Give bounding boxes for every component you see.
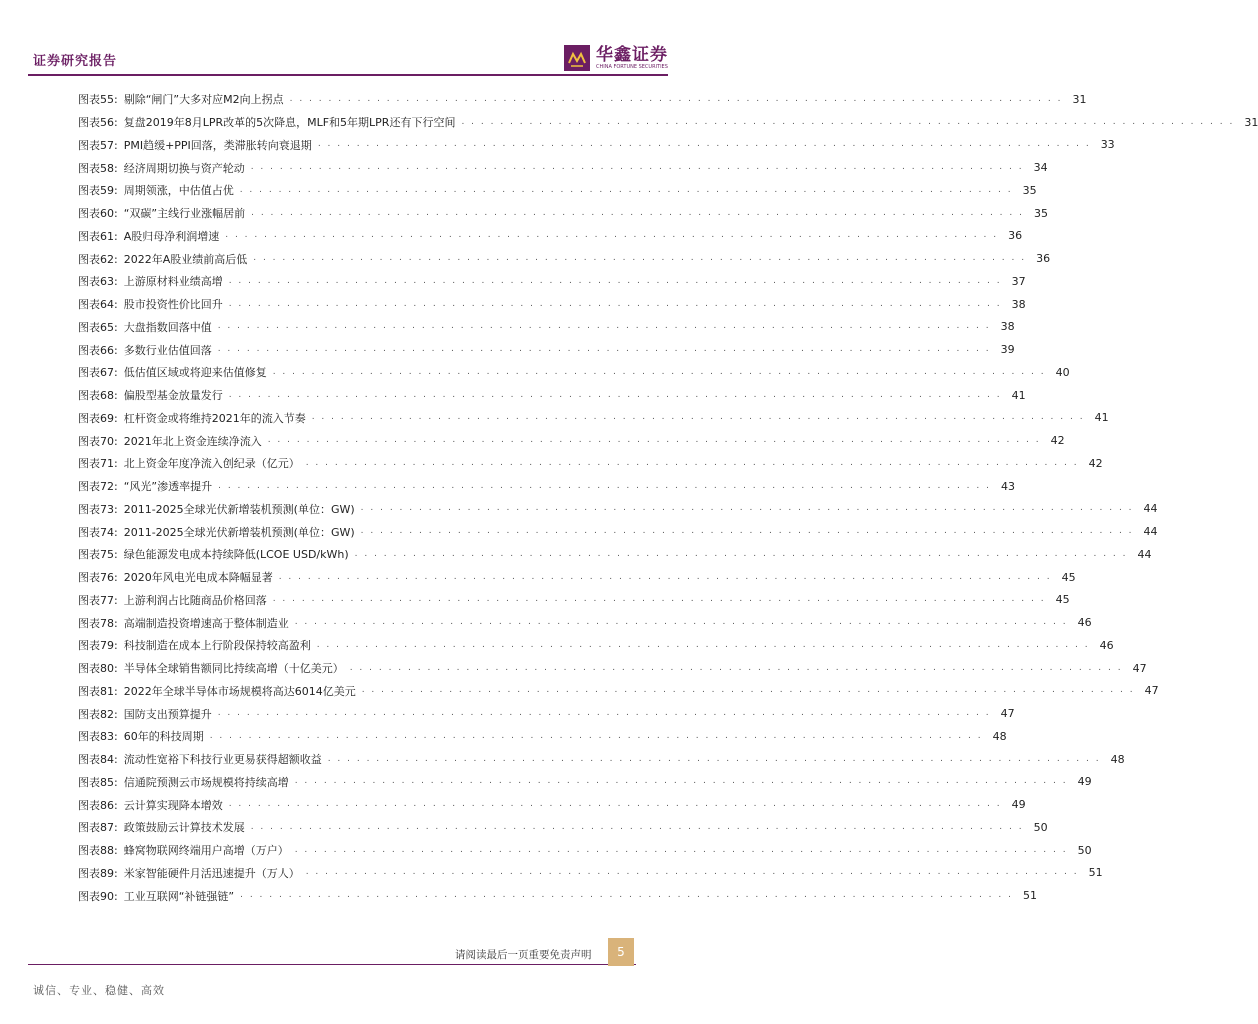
toc-row[interactable] (78, 589, 1070, 612)
toc-dot-leader: . . . . . . . . . . . . . . . . . . . . . . . . . . . . . . . . . . . . . . . . . . . . . . . . . . . . . . . . . . . . . . . . . . . . . . . . . . . . . . . . (272, 594, 1046, 605)
toc-row[interactable] (78, 702, 1015, 725)
toc-page-number: 42 (1088, 456, 1103, 470)
toc-row[interactable] (78, 407, 1109, 430)
toc-figure-label: 图表75: (78, 548, 118, 562)
toc-figure-label: 图表87: (78, 821, 118, 835)
toc-figure-title: PMI趋缓+PPI回落，类滞胀转向衰退期 (123, 138, 312, 152)
company-slogan: 诚信、专业、稳健、高效 (33, 984, 165, 997)
toc-dot-leader: . . . . . . . . . . . . . . . . . . . . . . . . . . . . . . . . . . . . . . . . . . . . . . . . . . . . . . . . . . . . . . . . . . . . . . . . . . . . . . . . (305, 867, 1079, 878)
toc-row[interactable] (78, 111, 1258, 134)
toc-figure-label: 图表67: (78, 366, 118, 380)
toc-figure-label: 图表76: (78, 571, 118, 585)
toc-page-number: 41 (1094, 411, 1109, 425)
figure-index-list (78, 88, 1258, 907)
toc-dot-leader: . . . . . . . . . . . . . . . . . . . . . . . . . . . . . . . . . . . . . . . . . . . . . . . . . . . . . . . . . . . . . . . . . . . . . . . . . . . . . . . . (267, 435, 1041, 446)
toc-row[interactable] (78, 452, 1103, 475)
toc-figure-title: 科技制造在成本上行阶段保持较高盈利 (123, 639, 311, 653)
toc-row[interactable] (78, 498, 1158, 521)
toc-dot-leader: . . . . . . . . . . . . . . . . . . . . . . . . . . . . . . . . . . . . . . . . . . . . . . . . . . . . . . . . . . . . . . . . . . . . . . . . . . . . . . . . (272, 366, 1046, 377)
toc-page-number: 44 (1143, 502, 1158, 516)
toc-dot-leader: . . . . . . . . . . . . . . . . . . . . . . . . . . . . . . . . . . . . . . . . . . . . . . . . . . . . . . . . . . . . . . . . . . . . . . . . . . . . . . . . (311, 412, 1085, 423)
toc-figure-label: 图表68: (78, 389, 118, 403)
toc-dot-leader: . . . . . . . . . . . . . . . . . . . . . . . . . . . . . . . . . . . . . . . . . . . . . . . . . . . . . . . . . . . . . . . . . . . . . . . . . . . . . . . . (228, 799, 1002, 810)
toc-figure-title: 云计算实现降本增效 (123, 798, 223, 812)
toc-dot-leader: . . . . . . . . . . . . . . . . . . . . . . . . . . . . . . . . . . . . . . . . . . . . . . . . . . . . . . . . . . . . . . . . . . . . . . . . . . . . . . . . (461, 116, 1235, 127)
toc-page-number: 31 (1244, 115, 1258, 129)
toc-row[interactable] (78, 156, 1048, 179)
toc-figure-title: 2011-2025全球光伏新增装机预测(单位：GW) (123, 525, 355, 539)
toc-dot-leader: . . . . . . . . . . . . . . . . . . . . . . . . . . . . . . . . . . . . . . . . . . . . . . . . . . . . . . . . . . . . . . . . . . . . . . . . . . . . . . . . (250, 821, 1024, 832)
toc-page-number: 42 (1050, 434, 1065, 448)
toc-dot-leader: . . . . . . . . . . . . . . . . . . . . . . . . . . . . . . . . . . . . . . . . . . . . . . . . . . . . . . . . . . . . . . . . . . . . . . . . . . . . . . . . (354, 548, 1128, 559)
toc-row[interactable] (78, 134, 1115, 157)
toc-dot-leader: . . . . . . . . . . . . . . . . . . . . . . . . . . . . . . . . . . . . . . . . . . . . . . . . . . . . . . . . . . . . . . . . . . . . . . . . . . . . . . . . (228, 389, 1002, 400)
toc-figure-title: 信通院预测云市场规模将持续高增 (123, 775, 289, 789)
footer-divider (28, 964, 636, 965)
toc-row[interactable] (78, 270, 1026, 293)
toc-figure-label: 图表81: (78, 684, 118, 698)
toc-figure-title: 60年的科技周期 (123, 730, 204, 744)
toc-row[interactable] (78, 338, 1015, 361)
toc-figure-title: 政策鼓励云计算技术发展 (123, 821, 245, 835)
toc-figure-label: 图表63: (78, 275, 118, 289)
toc-dot-leader: . . . . . . . . . . . . . . . . . . . . . . . . . . . . . . . . . . . . . . . . . . . . . . . . . . . . . . . . . . . . . . . . . . . . . . . . . . . . . . . . (228, 275, 1002, 286)
toc-figure-title: 股市投资性价比回升 (123, 298, 223, 312)
toc-page-number: 45 (1061, 570, 1076, 584)
toc-figure-label: 图表64: (78, 298, 118, 312)
toc-dot-leader: . . . . . . . . . . . . . . . . . . . . . . . . . . . . . . . . . . . . . . . . . . . . . . . . . . . . . . . . . . . . . . . . . . . . . . . . . . . . . . . . (209, 730, 983, 741)
toc-figure-title: 剔除“闸门”大多对应M2向上拐点 (123, 93, 284, 107)
toc-figure-label: 图表57: (78, 138, 118, 152)
toc-dot-leader: . . . . . . . . . . . . . . . . . . . . . . . . . . . . . . . . . . . . . . . . . . . . . . . . . . . . . . . . . . . . . . . . . . . . . . . . . . . . . . . . (228, 298, 1002, 309)
toc-dot-leader: . . . . . . . . . . . . . . . . . . . . . . . . . . . . . . . . . . . . . . . . . . . . . . . . . . . . . . . . . . . . . . . . . . . . . . . . . . . . . . . . (239, 184, 1013, 195)
toc-row[interactable] (78, 384, 1026, 407)
toc-dot-leader: . . . . . . . . . . . . . . . . . . . . . . . . . . . . . . . . . . . . . . . . . . . . . . . . . . . . . . . . . . . . . . . . . . . . . . . . . . . . . . . . (361, 685, 1135, 696)
toc-figure-title: 2011-2025全球光伏新增装机预测(单位：GW) (123, 502, 355, 516)
toc-row[interactable] (78, 361, 1070, 384)
toc-dot-leader: . . . . . . . . . . . . . . . . . . . . . . . . . . . . . . . . . . . . . . . . . . . . . . . . . . . . . . . . . . . . . . . . . . . . . . . . . . . . . . . . (217, 344, 991, 355)
toc-figure-title: 半导体全球销售额同比持续高增（十亿美元） (123, 662, 344, 676)
toc-figure-title: 流动性宽裕下科技行业更易获得超额收益 (123, 753, 322, 767)
toc-page-number: 39 (1000, 343, 1015, 357)
toc-page-number: 49 (1077, 775, 1092, 789)
toc-figure-label: 图表58: (78, 161, 118, 175)
toc-row[interactable] (78, 634, 1114, 657)
toc-page-number: 51 (1088, 866, 1103, 880)
toc-dot-leader: . . . . . . . . . . . . . . . . . . . . . . . . . . . . . . . . . . . . . . . . . . . . . . . . . . . . . . . . . . . . . . . . . . . . . . . . . . . . . . . . (251, 207, 1024, 218)
page-number-badge: 5 (608, 938, 634, 966)
toc-dot-leader: . . . . . . . . . . . . . . . . . . . . . . . . . . . . . . . . . . . . . . . . . . . . . . . . . . . . . . . . . . . . . . . . . . . . . . . . . . . . . . . . (225, 230, 999, 241)
toc-row[interactable] (78, 884, 1037, 907)
toc-figure-label: 图表85: (78, 775, 118, 789)
toc-page-number: 34 (1033, 161, 1048, 175)
toc-figure-label: 图表66: (78, 343, 118, 357)
toc-figure-label: 图表72: (78, 480, 118, 494)
toc-figure-title: 蜂窝物联网终端用户高增（万户） (123, 844, 289, 858)
toc-dot-leader: . . . . . . . . . . . . . . . . . . . . . . . . . . . . . . . . . . . . . . . . . . . . . . . . . . . . . . . . . . . . . . . . . . . . . . . . . . . . . . . . (250, 162, 1024, 173)
toc-figure-label: 图表79: (78, 639, 118, 653)
toc-page-number: 50 (1033, 820, 1048, 834)
toc-figure-label: 图表78: (78, 616, 118, 630)
toc-dot-leader: . . . . . . . . . . . . . . . . . . . . . . . . . . . . . . . . . . . . . . . . . . . . . . . . . . . . . . . . . . . . . . . . . . . . . . . . . . . . . . . . (278, 571, 1052, 582)
toc-row[interactable] (78, 566, 1076, 589)
toc-figure-title: 高端制造投资增速高于整体制造业 (123, 616, 289, 630)
toc-dot-leader: . . . . . . . . . . . . . . . . . . . . . . . . . . . . . . . . . . . . . . . . . . . . . . . . . . . . . . . . . . . . . . . . . . . . . . . . . . . . . . . . (289, 93, 1063, 104)
toc-figure-title: 上游原材料业绩高增 (123, 275, 223, 289)
toc-figure-title: 经济周期切换与资产轮动 (123, 161, 245, 175)
toc-figure-title: 工业互联网“补链强链” (123, 889, 235, 903)
toc-page-number: 47 (1144, 684, 1159, 698)
toc-figure-label: 图表61: (78, 229, 118, 243)
toc-row[interactable] (78, 247, 1051, 270)
toc-dot-leader: . . . . . . . . . . . . . . . . . . . . . . . . . . . . . . . . . . . . . . . . . . . . . . . . . . . . . . . . . . . . . . . . . . . . . . . . . . . . . . . . (218, 480, 991, 491)
toc-page-number: 47 (1132, 661, 1147, 675)
toc-page-number: 38 (1000, 320, 1015, 334)
toc-dot-leader: . . . . . . . . . . . . . . . . . . . . . . . . . . . . . . . . . . . . . . . . . . . . . . . . . . . . . . . . . . . . . . . . . . . . . . . . . . . . . . . . (240, 890, 1013, 901)
toc-row[interactable] (78, 771, 1092, 794)
toc-figure-label: 图表86: (78, 798, 118, 812)
toc-dot-leader: . . . . . . . . . . . . . . . . . . . . . . . . . . . . . . . . . . . . . . . . . . . . . . . . . . . . . . . . . . . . . . . . . . . . . . . . . . . . . . . . (294, 617, 1068, 628)
toc-figure-label: 图表70: (78, 434, 118, 448)
toc-row[interactable] (78, 680, 1159, 703)
toc-figure-label: 图表60: (78, 207, 118, 221)
toc-row[interactable] (78, 316, 1015, 339)
header-divider (28, 74, 668, 76)
toc-page-number: 37 (1011, 274, 1026, 288)
toc-dot-leader: . . . . . . . . . . . . . . . . . . . . . . . . . . . . . . . . . . . . . . . . . . . . . . . . . . . . . . . . . . . . . . . . . . . . . . . . . . . . . . . . (327, 753, 1101, 764)
disclaimer-note: 请阅读最后一页重要免责声明 (455, 949, 592, 961)
toc-dot-leader: . . . . . . . . . . . . . . . . . . . . . . . . . . . . . . . . . . . . . . . . . . . . . . . . . . . . . . . . . . . . . . . . . . . . . . . . . . . . . . . . (294, 844, 1068, 855)
toc-dot-leader: . . . . . . . . . . . . . . . . . . . . . . . . . . . . . . . . . . . . . . . . . . . . . . . . . . . . . . . . . . . . . . . . . . . . . . . . . . . . . . . . (217, 708, 991, 719)
toc-row[interactable] (78, 475, 1015, 498)
toc-figure-title: 周期领涨，中估值占优 (123, 184, 234, 198)
toc-figure-label: 图表90: (78, 889, 118, 903)
toc-page-number: 41 (1011, 388, 1026, 402)
toc-page-number: 35 (1033, 206, 1048, 220)
toc-row[interactable] (78, 657, 1147, 680)
toc-page-number: 48 (1110, 752, 1125, 766)
toc-figure-title: “双碳”主线行业涨幅居前 (123, 207, 246, 221)
toc-figure-label: 图表73: (78, 502, 118, 516)
toc-row[interactable] (78, 725, 1007, 748)
toc-row[interactable] (78, 429, 1065, 452)
toc-figure-label: 图表84: (78, 753, 118, 767)
toc-figure-title: 复盘2019年8月LPR改革的5次降息，MLF和5年期LPR还有下行空间 (123, 116, 456, 130)
toc-page-number: 35 (1022, 183, 1037, 197)
company-logo (564, 44, 668, 72)
toc-dot-leader: . . . . . . . . . . . . . . . . . . . . . . . . . . . . . . . . . . . . . . . . . . . . . . . . . . . . . . . . . . . . . . . . . . . . . . . . . . . . . . . . (349, 662, 1123, 673)
toc-dot-leader: . . . . . . . . . . . . . . . . . . . . . . . . . . . . . . . . . . . . . . . . . . . . . . . . . . . . . . . . . . . . . . . . . . . . . . . . . . . . . . . . (317, 139, 1091, 150)
logo-chinese-name: 华鑫证券 (596, 45, 668, 65)
toc-figure-title: 2022年A股业绩前高后低 (123, 252, 248, 266)
toc-figure-title: 绿色能源发电成本持续降低(LCOE USD/kWh) (123, 548, 349, 562)
toc-figure-title: A股归母净利润增速 (123, 229, 220, 243)
toc-dot-leader: . . . . . . . . . . . . . . . . . . . . . . . . . . . . . . . . . . . . . . . . . . . . . . . . . . . . . . . . . . . . . . . . . . . . . . . . . . . . . . . . (316, 639, 1090, 650)
toc-page-number: 44 (1137, 547, 1152, 561)
toc-figure-label: 图表74: (78, 525, 118, 539)
toc-figure-title: 北上资金年度净流入创纪录（亿元） (123, 457, 300, 471)
toc-row[interactable] (78, 862, 1103, 885)
page-header (0, 0, 724, 78)
toc-figure-title: 偏股型基金放量发行 (123, 389, 223, 403)
toc-page-number: 47 (1000, 707, 1015, 721)
toc-page-number: 36 (1036, 252, 1051, 266)
toc-row[interactable] (78, 225, 1023, 248)
toc-page-number: 36 (1008, 229, 1023, 243)
toc-row[interactable] (78, 293, 1026, 316)
toc-figure-label: 图表80: (78, 662, 118, 676)
toc-figure-label: 图表77: (78, 593, 118, 607)
toc-row[interactable] (78, 793, 1026, 816)
toc-page-number: 45 (1055, 593, 1070, 607)
toc-row[interactable] (78, 520, 1158, 543)
toc-page-number: 43 (1000, 479, 1015, 493)
toc-page-number: 48 (992, 729, 1007, 743)
toc-row[interactable] (78, 88, 1087, 111)
toc-page-number: 44 (1143, 525, 1158, 539)
toc-figure-title: 2022年全球半导体市场规模将高达6014亿美元 (123, 684, 356, 698)
toc-figure-label: 图表55: (78, 93, 118, 107)
toc-dot-leader: . . . . . . . . . . . . . . . . . . . . . . . . . . . . . . . . . . . . . . . . . . . . . . . . . . . . . . . . . . . . . . . . . . . . . . . . . . . . . . . . (305, 457, 1079, 468)
toc-dot-leader: . . . . . . . . . . . . . . . . . . . . . . . . . . . . . . . . . . . . . . . . . . . . . . . . . . . . . . . . . . . . . . . . . . . . . . . . . . . . . . . . (360, 503, 1134, 514)
toc-figure-title: “风光”渗透率提升 (123, 480, 213, 494)
toc-figure-label: 图表89: (78, 866, 118, 880)
toc-figure-title: 米家智能硬件月活迅速提升（万人） (123, 866, 300, 880)
toc-page-number: 46 (1099, 638, 1114, 652)
toc-figure-title: 低估值区域或将迎来估值修复 (123, 366, 267, 380)
logo-icon (564, 45, 590, 71)
toc-page-number: 33 (1100, 138, 1115, 152)
toc-figure-label: 图表56: (78, 116, 118, 130)
toc-figure-label: 图表82: (78, 707, 118, 721)
toc-figure-title: 多数行业估值回落 (123, 343, 212, 357)
toc-page-number: 50 (1077, 843, 1092, 857)
logo-english-name: CHINA FORTUNE SECURITIES (596, 64, 668, 70)
toc-figure-title: 杠杆资金或将维持2021年的流入节奏 (123, 411, 306, 425)
toc-row[interactable] (78, 543, 1152, 566)
toc-dot-leader: . . . . . . . . . . . . . . . . . . . . . . . . . . . . . . . . . . . . . . . . . . . . . . . . . . . . . . . . . . . . . . . . . . . . . . . . . . . . . . . . (360, 526, 1134, 537)
toc-figure-title: 2021年北上资金连续净流入 (123, 434, 262, 448)
toc-page-number: 46 (1077, 616, 1092, 630)
toc-page-number: 51 (1022, 889, 1037, 903)
toc-figure-label: 图表83: (78, 730, 118, 744)
toc-dot-leader: . . . . . . . . . . . . . . . . . . . . . . . . . . . . . . . . . . . . . . . . . . . . . . . . . . . . . . . . . . . . . . . . . . . . . . . . . . . . . . . . (253, 253, 1027, 264)
doc-type-label: 证券研究报告 (33, 54, 118, 69)
toc-row[interactable] (78, 748, 1125, 771)
toc-figure-title: 上游利润占比随商品价格回落 (123, 593, 267, 607)
toc-page-number: 49 (1011, 798, 1026, 812)
toc-page-number: 31 (1072, 92, 1087, 106)
toc-row[interactable] (78, 202, 1048, 225)
toc-row[interactable] (78, 179, 1037, 202)
toc-figure-label: 图表71: (78, 457, 118, 471)
toc-figure-title: 国防支出预算提升 (123, 707, 212, 721)
toc-page-number: 40 (1055, 365, 1070, 379)
toc-figure-title: 2020年风电光电成本降幅显著 (123, 571, 273, 585)
toc-figure-label: 图表88: (78, 844, 118, 858)
toc-dot-leader: . . . . . . . . . . . . . . . . . . . . . . . . . . . . . . . . . . . . . . . . . . . . . . . . . . . . . . . . . . . . . . . . . . . . . . . . . . . . . . . . (294, 776, 1068, 787)
toc-figure-label: 图表65: (78, 320, 118, 334)
toc-row[interactable] (78, 611, 1092, 634)
toc-figure-label: 图表62: (78, 252, 118, 266)
toc-row[interactable] (78, 816, 1048, 839)
toc-dot-leader: . . . . . . . . . . . . . . . . . . . . . . . . . . . . . . . . . . . . . . . . . . . . . . . . . . . . . . . . . . . . . . . . . . . . . . . . . . . . . . . . (217, 321, 991, 332)
toc-figure-label: 图表59: (78, 184, 118, 198)
toc-figure-title: 大盘指数回落中值 (123, 320, 212, 334)
toc-row[interactable] (78, 839, 1092, 862)
toc-figure-label: 图表69: (78, 411, 118, 425)
toc-page-number: 38 (1011, 297, 1026, 311)
